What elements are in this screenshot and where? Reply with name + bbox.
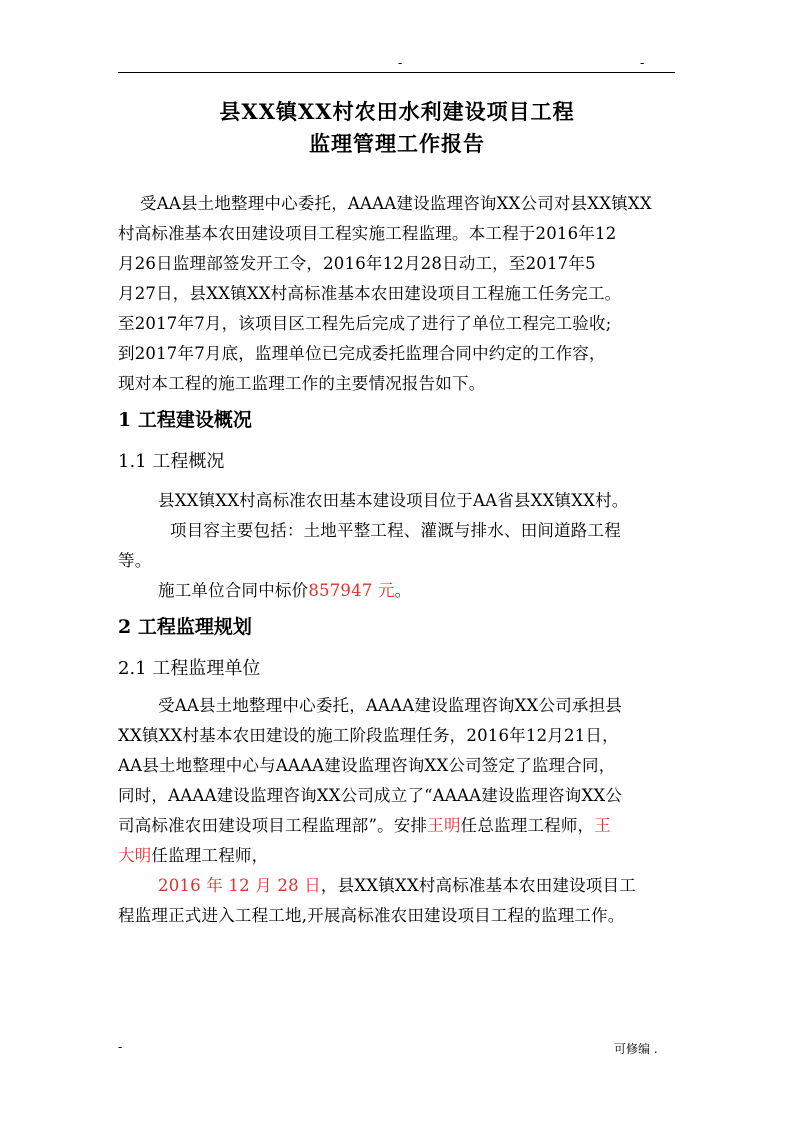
text-line: AA县土地整理中心与AAAA建设监理咨询XX公司签定了监理合同， xyxy=(118,756,616,775)
text-line: 受AA县土地整理中心委托，AAAA建设监理咨询XX公司对县XX镇XX xyxy=(140,194,652,213)
text-line xyxy=(158,872,718,896)
section-heading: 1 工程建设概况 xyxy=(118,409,252,431)
chief-engineer-name: 王明 xyxy=(427,816,461,835)
footer-editable-note: 可修编 . xyxy=(614,1042,658,1056)
text-line: 月26日监理部签发开工令，2016年12月28日动工，至2017年5 xyxy=(118,254,596,273)
text-line: 月27日，县XX镇XX村高标准基本农田建设项目工程施工任务完工。 xyxy=(118,284,622,303)
subsection-heading: 1.1 工程概况 xyxy=(118,451,225,472)
text-span: 任总监理工程师， xyxy=(460,816,595,835)
text-line: 等。 xyxy=(118,551,152,570)
text-line xyxy=(118,812,678,836)
text-line: 同时，AAAA建设监理咨询XX公司成立了“AAAA建设监理咨询XX公 xyxy=(118,786,623,805)
document-subtitle: 监理管理工作报告 xyxy=(309,131,485,156)
text-span: 司高标准农田建设项目工程监理部”。安排 xyxy=(118,816,428,835)
header-mark: - xyxy=(398,56,403,70)
bid-price-line xyxy=(158,577,718,601)
text-span: 任监理工程师， xyxy=(151,846,269,865)
text-line: 现对本工程的施工监理工作的主要情况报告如下。 xyxy=(118,374,486,393)
footer-mark: - xyxy=(118,1040,123,1054)
text-line xyxy=(118,842,678,866)
section-heading: 2 工程监理规划 xyxy=(118,616,252,638)
text-line: 项目容主要包括：土地平整工程、灌溉与排水、田间道路工程 xyxy=(170,521,621,540)
text-line: 程监理正式进入工程工地,开展高标准农田建设项目工程的监理工作。 xyxy=(118,906,625,925)
header-mark: - xyxy=(640,56,645,70)
bid-price-amount: 857947 元 xyxy=(308,581,395,600)
text-line: 县XX镇XX村高标准农田基本建设项目位于AA省县XX镇XX村。 xyxy=(158,491,629,510)
bid-price-label: 施工单位合同中标价 xyxy=(158,581,309,600)
document-title: 县XX镇XX村农田水利建设项目工程 xyxy=(219,99,575,124)
text-line: 到2017年7月底，监理单位已完成委托监理合同中约定的工作容， xyxy=(118,344,606,363)
engineer-name-part: 王 xyxy=(594,816,611,835)
text-line: XX镇XX村基本农田建设的施工阶段监理任务，2016年12月21日， xyxy=(118,726,619,745)
entry-date: 2016 年 12 月 28 日 xyxy=(158,876,321,895)
text-line: 村高标准基本农田建设项目工程实施工程监理。本工程于2016年12 xyxy=(118,224,617,243)
header-rule xyxy=(118,72,675,73)
text-line: 至2017年7月，该项目区工程先后完成了进行了单位工程完工验收; xyxy=(118,314,612,333)
text-line: 受AA县土地整理中心委托，AAAA建设监理咨询XX公司承担县 xyxy=(158,696,622,715)
text-span: ，县XX镇XX村高标准基本农田建设项目工 xyxy=(320,876,636,895)
punctuation: 。 xyxy=(394,581,412,600)
engineer-name-part: 大明 xyxy=(118,846,152,865)
subsection-heading: 2.1 工程监理单位 xyxy=(118,658,261,679)
